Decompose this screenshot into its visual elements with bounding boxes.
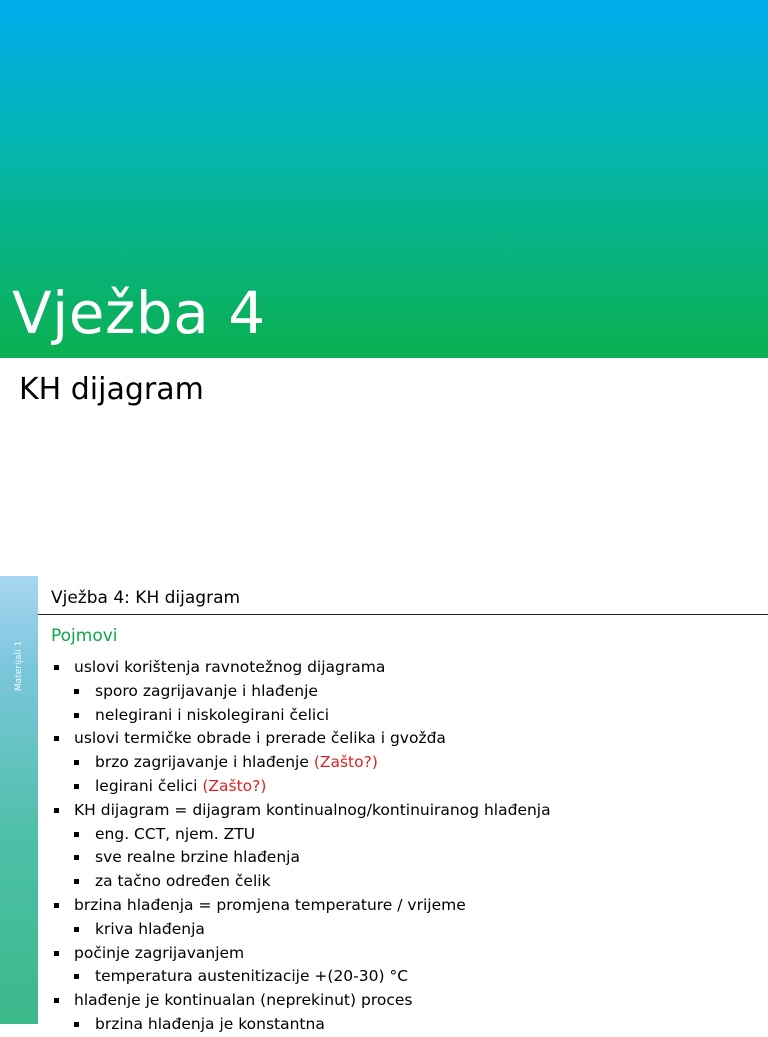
sub-bullet-item <box>54 823 551 847</box>
bullet-item <box>54 989 551 1013</box>
bullet-text: uslovi termičke obrade i prerade čelika i gvožđa <box>74 729 446 748</box>
bullet-text: sporo zagrijavanje i hlađenje <box>95 681 318 700</box>
bullet-text: kriva hlađenja <box>95 919 205 938</box>
bullet-text: temperatura austenitizacije +(20-30) °C <box>95 967 409 986</box>
sub-bullet-item <box>54 870 551 894</box>
header-divider <box>38 614 768 615</box>
bullet-item <box>54 656 551 680</box>
bullet-text: brzina hlađenja = promjena temperature / vrijeme <box>74 895 466 914</box>
bullet-item <box>54 942 551 966</box>
sub-bullet-item <box>54 1013 551 1037</box>
bullet-text: hlađenje je kontinualan (neprekinut) proces <box>74 991 413 1010</box>
sub-bullet-item <box>54 846 551 870</box>
bullet-text: legirani čelici <box>95 776 203 795</box>
sub-bullet-item <box>54 918 551 942</box>
bullet-text: sve realne brzine hlađenja <box>95 848 300 867</box>
bullet-list <box>54 656 551 1037</box>
bullet-note: (Zašto?) <box>313 753 378 772</box>
bullet-text: brzo zagrijavanje i hlađenje <box>95 753 314 772</box>
section-title: Pojmovi <box>51 626 118 646</box>
bullet-text: počinje zagrijavanjem <box>74 943 245 962</box>
bullet-item <box>54 894 551 918</box>
slide-subtitle: KH dijagram <box>19 372 204 407</box>
sub-bullet-item <box>54 751 551 775</box>
sub-bullet-item <box>54 965 551 989</box>
sub-bullet-item <box>54 775 551 799</box>
bullet-text: za tačno određen čelik <box>95 872 271 891</box>
side-strip <box>0 576 38 1024</box>
bullet-text: nelegirani i niskolegirani čelici <box>95 705 330 724</box>
side-strip-label: Materijali 1 <box>14 640 24 692</box>
slide-title: Vježba 4 <box>12 279 266 347</box>
bullet-item <box>54 727 551 751</box>
bullet-text: KH dijagram = dijagram kontinualnog/kontinuiranog hlađenja <box>74 800 551 819</box>
content-slide <box>0 576 768 1033</box>
bullet-item <box>54 799 551 823</box>
bullet-text: brzina hlađenja je konstantna <box>95 1014 325 1033</box>
sub-bullet-item <box>54 704 551 728</box>
bullet-text: uslovi korištenja ravnotežnog dijagrama <box>74 658 386 676</box>
title-banner <box>0 0 768 358</box>
sub-bullet-item <box>54 680 551 704</box>
bullet-text: eng. CCT, njem. ZTU <box>95 824 256 843</box>
bullet-note: (Zašto?) <box>202 776 267 795</box>
content-slide-header: Vježba 4: KH dijagram <box>51 588 241 608</box>
